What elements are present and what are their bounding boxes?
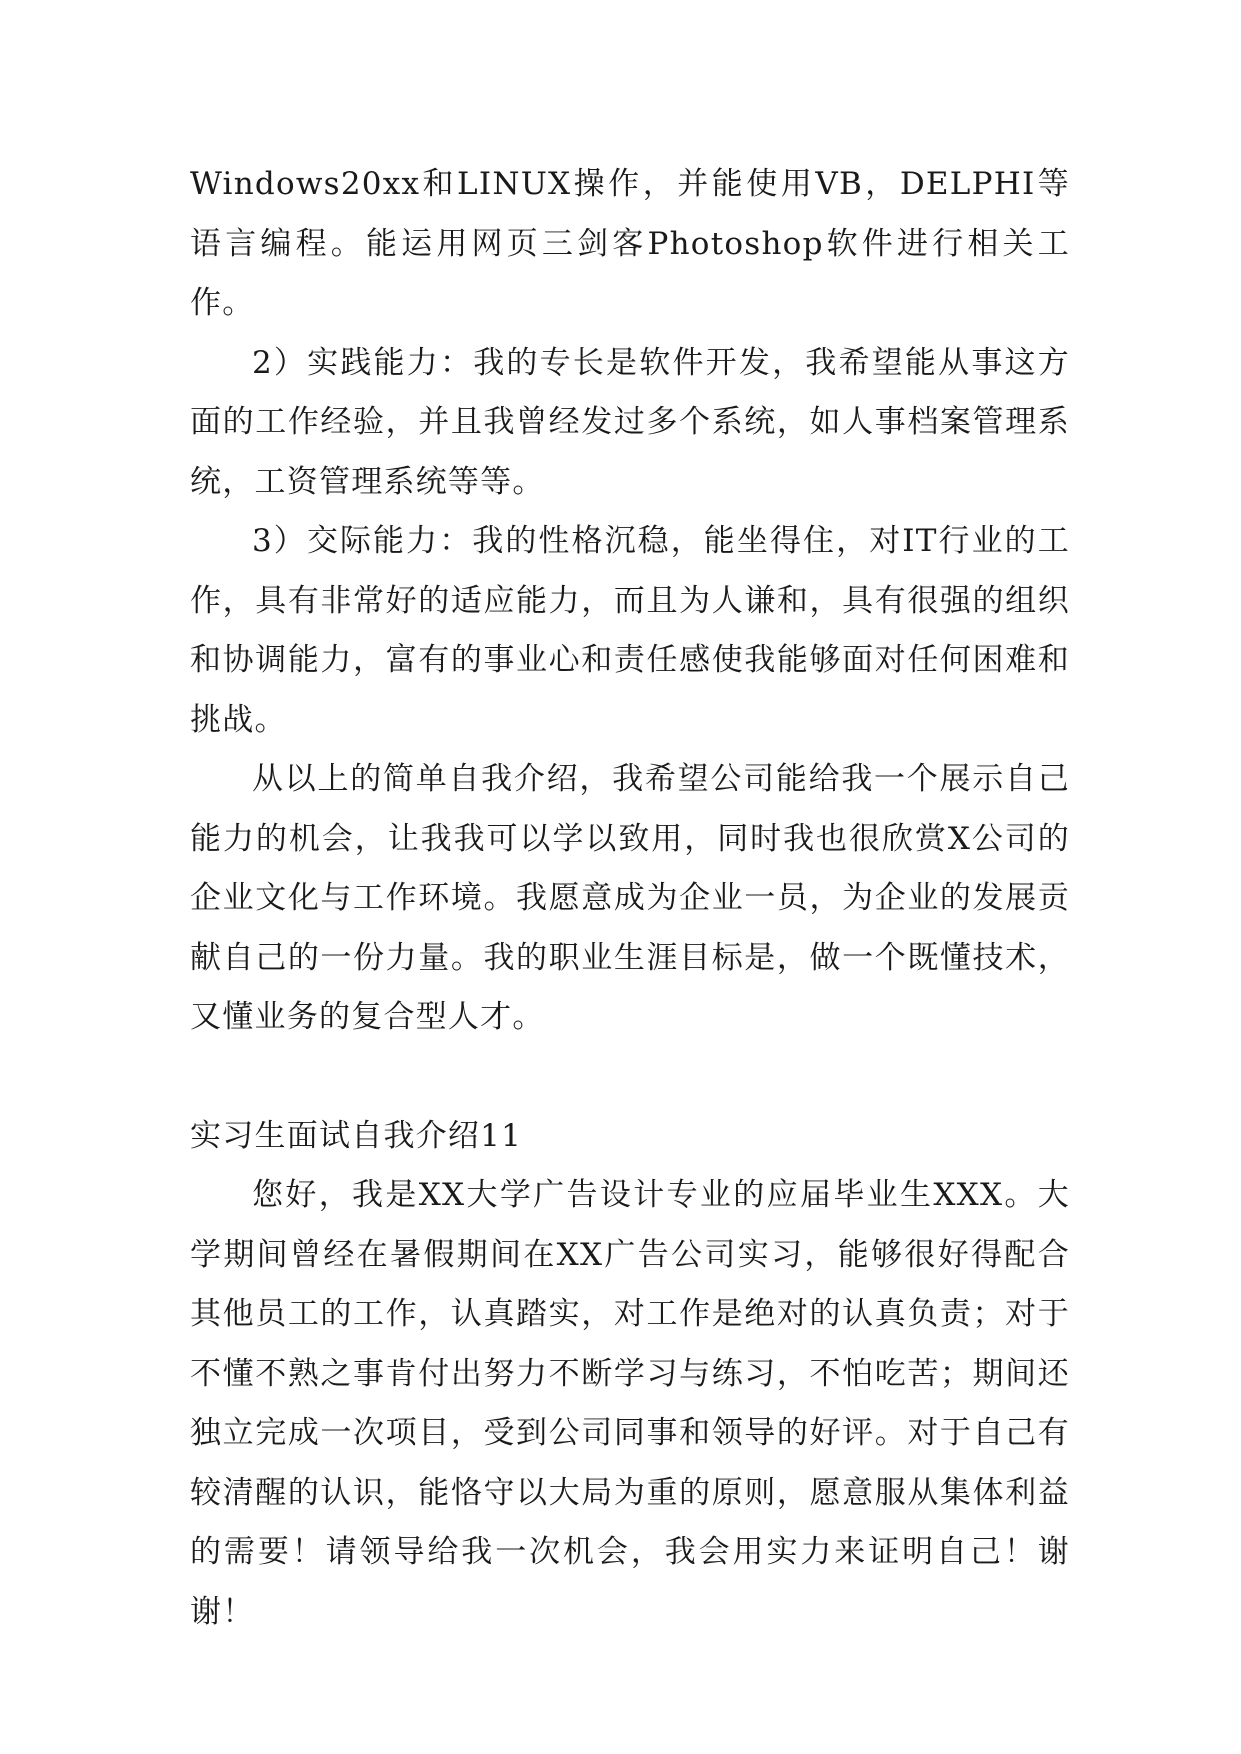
- paragraph-social-ability: 3）交际能力：我的性格沉稳，能坐得住，对IT行业的工作，具有非常好的适应能力，而且为人谦和，具有很强的组织和协调能力，富有的事业心和责任感使我能够面对任何困难和挑战。: [190, 523, 1070, 738]
- document-body: [190, 155, 1070, 1642]
- paragraph-conclusion: 从以上的简单自我介绍，我希望公司能给我一个展示自己能力的机会，让我我可以学以致用，同时我也很欣赏X公司的企业文化与工作环境。我愿意成为企业一员，为企业的发展贡献自己的一份力量。我的职业生涯目标是，做一个既懂技术，又懂业务的复合型人才。: [190, 761, 1070, 1035]
- section-heading: 实习生面试自我介绍11: [190, 1117, 523, 1154]
- paragraph-practical-ability: 2）实践能力：我的专长是软件开发，我希望能从事这方面的工作经验，并且我曾经发过多个系统，如人事档案管理系统，工资管理系统等等。: [190, 344, 1070, 500]
- paragraph-intern-intro: 您好，我是XX大学广告设计专业的应届毕业生XXX。大学期间曾经在暑假期间在XX广告公司实习，能够很好得配合其他员工的工作，认真踏实，对工作是绝对的认真负责；对于不懂不熟之事肯付出努力不断学习与练习，不怕吃苦；期间还独立完成一次项目，受到公司同事和领导的好评。对于自己有较清醒的认识，能恪守以大局为重的原则，愿意服从集体利益的需要！请领导给我一次机会，我会用实力来证明自己！谢谢！: [190, 1177, 1070, 1630]
- paragraph-tools-skills: Windows20xx和LINUX操作，并能使用VB，DELPHI等语言编程。能运用网页三剑客Photoshop软件进行相关工作。: [190, 166, 1070, 321]
